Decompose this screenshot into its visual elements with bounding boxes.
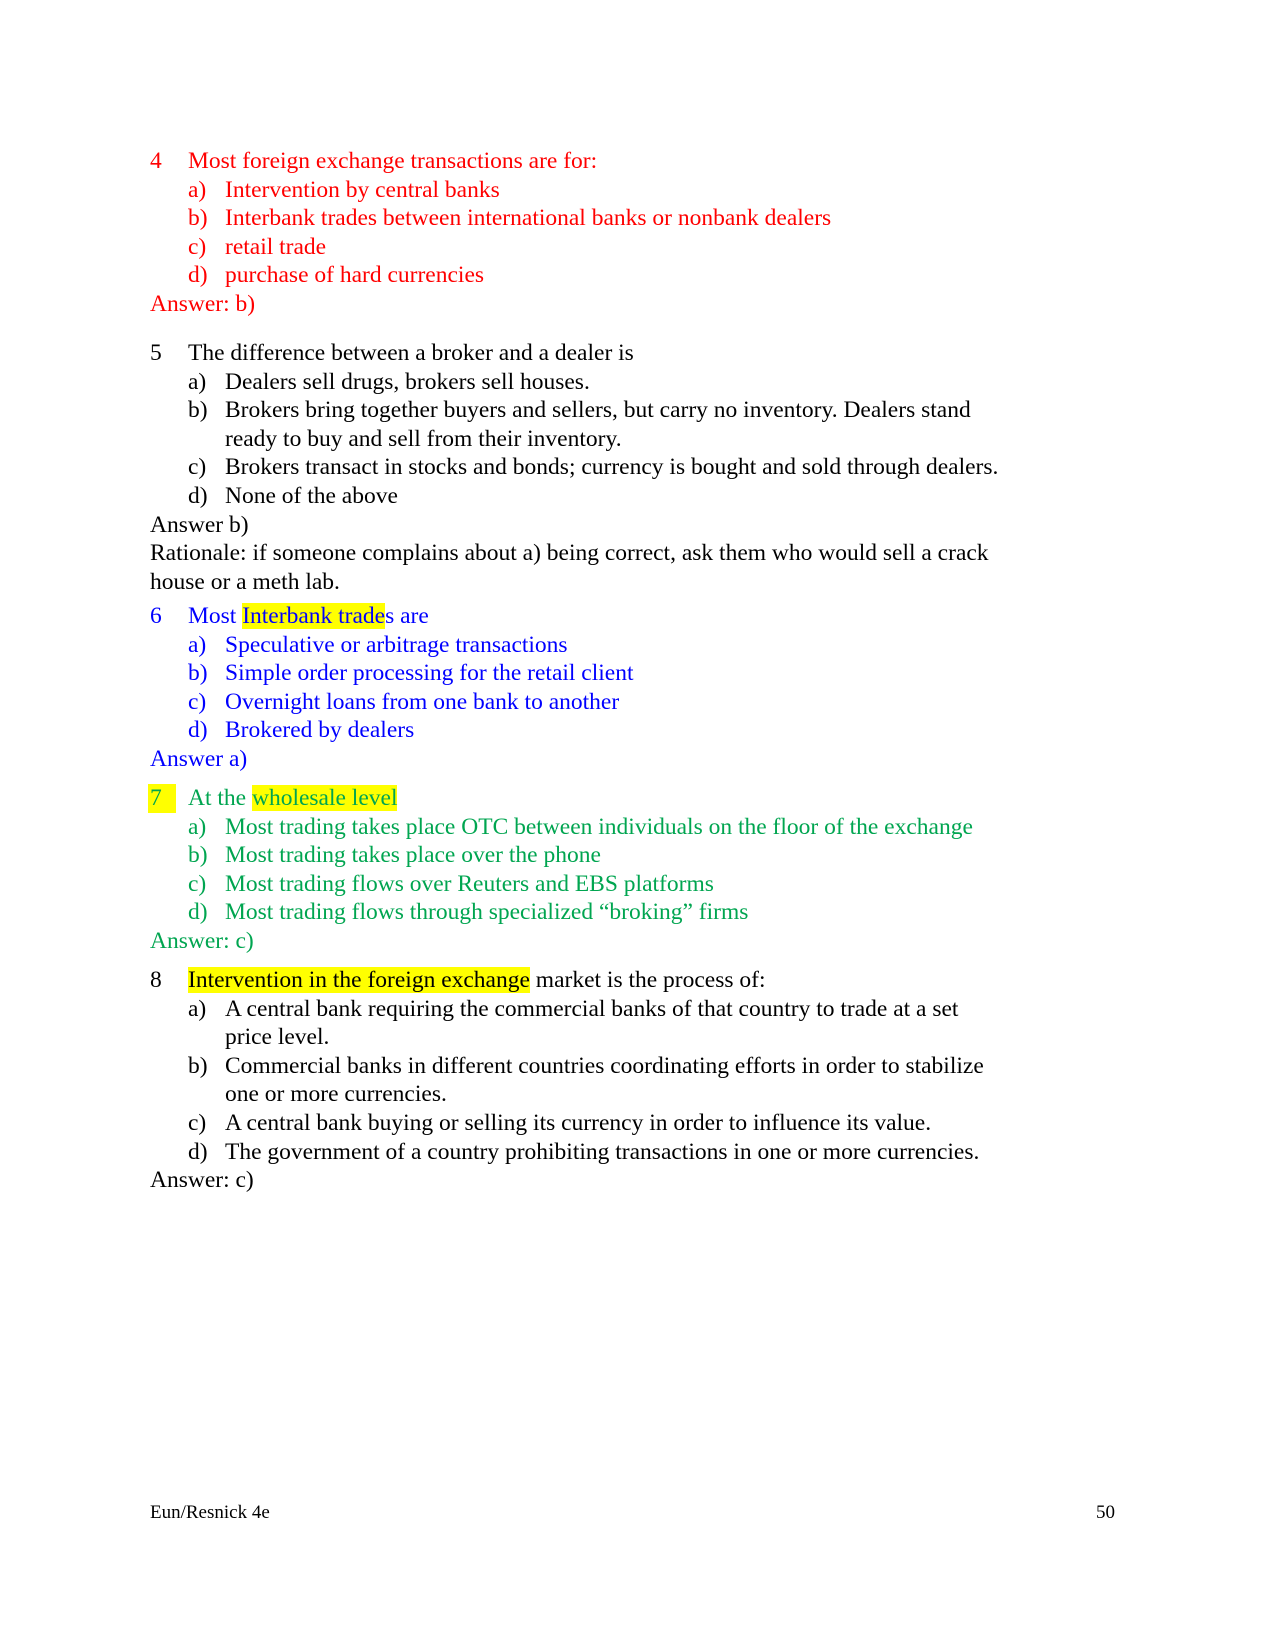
option-b — [150, 1052, 1020, 1109]
question-4 — [150, 147, 1080, 319]
page-number: 50 — [1096, 1502, 1115, 1523]
question-text-end: s are — [385, 603, 429, 629]
answer: Answer: b) — [150, 290, 256, 317]
option-letter: d) — [188, 899, 208, 926]
question-7-stem — [150, 784, 1080, 813]
option-d — [150, 1138, 1080, 1167]
option-b — [150, 204, 1080, 233]
option-text: Overnight loans from one bank to another — [225, 688, 620, 715]
option-text: Simple order processing for the retail client — [225, 660, 634, 687]
option-text: retail trade — [225, 233, 327, 260]
option-b — [150, 841, 1080, 870]
question-text: market is the process of: — [529, 967, 766, 993]
question-number: 4 — [150, 148, 162, 174]
option-d — [150, 716, 1080, 745]
option-letter: b) — [188, 397, 208, 424]
option-b — [150, 396, 1010, 453]
option-c — [150, 688, 1080, 717]
option-a — [150, 368, 1080, 397]
option-letter: a) — [188, 631, 207, 658]
option-text: Most trading flows through specialized “broking” firms — [225, 899, 749, 926]
question-6-stem — [150, 602, 1080, 631]
option-letter: a) — [188, 813, 207, 840]
question-text: At the — [188, 785, 252, 811]
option-c — [150, 870, 1080, 899]
question-number: 8 — [150, 967, 162, 993]
option-letter: c) — [188, 688, 207, 715]
option-text: Most trading takes place over the phone — [225, 842, 601, 869]
question-number: 7 — [148, 784, 176, 813]
option-text: Brokered by dealers — [225, 717, 415, 744]
option-letter: d) — [188, 1138, 208, 1165]
option-c — [150, 453, 1080, 482]
option-letter: a) — [188, 995, 207, 1022]
option-d — [150, 261, 1080, 290]
option-a — [150, 631, 1080, 660]
option-letter: d) — [188, 262, 208, 289]
footer-source: Eun/Resnick 4e — [150, 1502, 270, 1523]
highlighted-text: wholesale level — [251, 785, 398, 811]
option-letter: a) — [188, 176, 207, 203]
option-text: Most trading takes place OTC between individuals on the floor of the exchange — [225, 813, 973, 840]
option-letter: c) — [188, 233, 207, 260]
option-text: Speculative or arbitrage transactions — [225, 631, 568, 658]
option-letter: b) — [188, 842, 208, 869]
answer: Answer b) — [150, 511, 249, 538]
option-text: Dealers sell drugs, brokers sell houses. — [225, 368, 590, 395]
option-b — [150, 659, 1080, 688]
option-letter: d) — [188, 482, 208, 509]
option-text: purchase of hard currencies — [225, 262, 485, 289]
option-letter: c) — [188, 1109, 207, 1136]
highlighted-text: Interbank trade — [242, 603, 386, 629]
question-8-stem — [150, 966, 1080, 995]
answer: Answer: c) — [150, 1167, 254, 1194]
question-5-stem — [150, 339, 1080, 368]
option-text: Brokers bring together buyers and sellers, but carry no inventory. Dealers stand ready to buy and sell from their inventory. — [225, 397, 971, 452]
answer: Answer a) — [150, 745, 248, 772]
option-a — [150, 813, 1080, 842]
question-number: 6 — [150, 603, 162, 629]
option-letter: b) — [188, 205, 208, 232]
option-a — [150, 995, 985, 1052]
highlighted-text: Intervention in the foreign exchange — [188, 967, 530, 993]
option-letter: b) — [188, 1052, 208, 1079]
question-8 — [150, 966, 1080, 1195]
question-number: 5 — [150, 340, 162, 366]
option-a — [150, 176, 1080, 205]
option-text: A central bank buying or selling its currency in order to influence its value. — [225, 1109, 932, 1136]
option-text: None of the above — [225, 482, 398, 509]
option-text: Commercial banks in different countries coordinating efforts in order to stabilize one or more currencies. — [225, 1052, 984, 1108]
option-d — [150, 482, 1080, 511]
question-6 — [150, 602, 1080, 774]
option-d — [150, 898, 1080, 927]
option-letter: c) — [188, 870, 207, 897]
question-text: Most — [188, 603, 243, 629]
option-letter: c) — [188, 454, 207, 481]
option-c — [150, 233, 1080, 262]
option-text: A central bank requiring the commercial banks of that country to trade at a set price level. — [225, 995, 959, 1051]
question-text: Most foreign exchange transactions are for: — [188, 148, 598, 174]
option-text: The government of a country prohibiting transactions in one or more currencies. — [225, 1138, 980, 1165]
question-text: The difference between a broker and a dealer is — [188, 340, 634, 366]
option-letter: a) — [188, 368, 207, 395]
option-c — [150, 1109, 1080, 1138]
question-5 — [150, 339, 1080, 596]
answer: Answer: c) — [150, 927, 254, 954]
rationale: Rationale: if someone complains about a) being correct, ask them who would sell a crack house or a meth lab. — [150, 540, 989, 595]
option-text: Most trading flows over Reuters and EBS platforms — [225, 870, 714, 897]
option-letter: b) — [188, 660, 208, 687]
option-letter: d) — [188, 717, 208, 744]
question-4-stem — [150, 147, 1080, 176]
option-text: Intervention by central banks — [225, 176, 500, 203]
question-7 — [150, 784, 1080, 956]
option-text: Interbank trades between international banks or nonbank dealers — [225, 205, 832, 232]
option-text: Brokers transact in stocks and bonds; currency is bought and sold through dealers. — [225, 454, 999, 481]
